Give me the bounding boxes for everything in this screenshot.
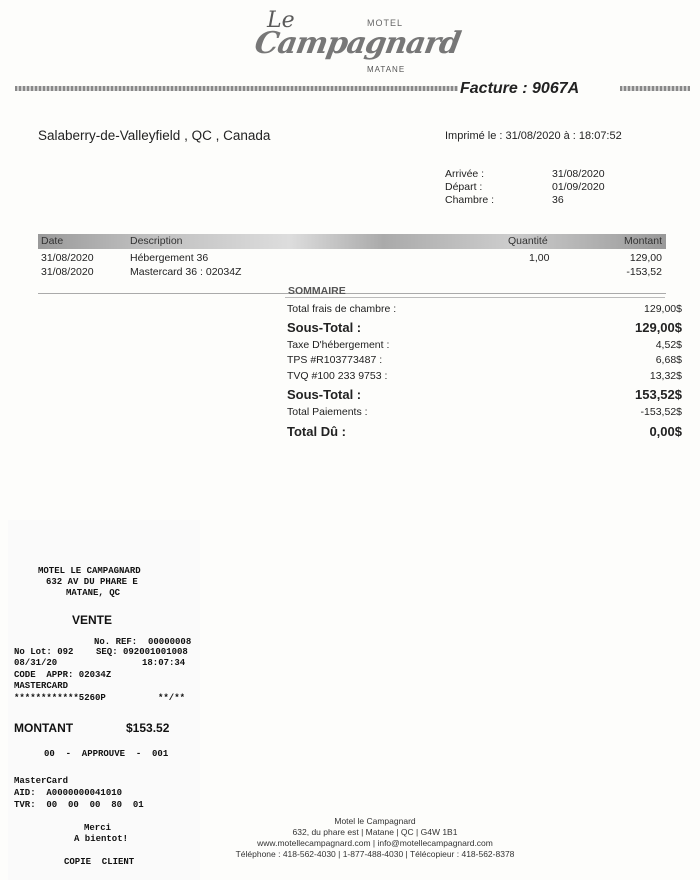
summary-row — [287, 424, 682, 441]
footer-name: Motel le Campagnard — [334, 816, 416, 826]
summary-label: Sous-Total : — [287, 387, 362, 402]
receipt-merchant: MOTEL LE CAMPAGNARD — [38, 566, 141, 576]
logo-name: Campagnard — [251, 26, 463, 61]
summary-row — [287, 370, 682, 384]
logo-city: MATANE — [367, 65, 406, 74]
summary-value: -153,52$ — [640, 406, 682, 418]
summary-row — [287, 303, 682, 317]
summary-label: Total Paiements : — [287, 406, 368, 418]
table-row — [38, 266, 666, 279]
summary-value: 129,00$ — [644, 303, 682, 315]
receipt-address: 632 AV DU PHARE E — [46, 577, 138, 587]
receipt-amount: $153.52 — [126, 721, 170, 735]
col-amount: Montant — [624, 235, 662, 247]
row-description: Mastercard 36 : 02034Z — [130, 266, 242, 278]
col-quantity: Quantité — [508, 235, 548, 247]
summary-label: Total Dû : — [287, 424, 346, 439]
col-description: Description — [130, 235, 183, 247]
summary-label: Total frais de chambre : — [287, 303, 397, 315]
footer-address: 632, du phare est | Matane | QC | G4W 1B1 — [292, 827, 458, 837]
col-date: Date — [41, 235, 64, 247]
summary-rule — [285, 297, 665, 298]
summary-row — [287, 406, 682, 420]
receipt-amount-label: MONTANT — [14, 721, 74, 735]
footer-web: www.motellecampagnard.com | info@motellecampagnard.com — [257, 838, 493, 848]
summary-value: 4,52$ — [655, 339, 682, 351]
motel-logo — [251, 8, 463, 74]
row-amount: -153,52 — [626, 266, 662, 278]
header-rule-left — [15, 86, 458, 91]
receipt-city: MATANE, QC — [66, 588, 121, 598]
receipt-approval: CODE APPR: 02034Z — [14, 670, 112, 680]
summary-value: 129,00$ — [635, 320, 682, 335]
receipt-goodbye: A bientot! — [74, 834, 129, 844]
summary-title: SOMMAIRE — [288, 285, 346, 297]
summary-value: 153,52$ — [635, 387, 682, 402]
table-header — [38, 234, 666, 249]
receipt-aid: AID: A0000000041010 — [14, 788, 123, 798]
footer-phone: Téléphone : 418-562-4030 | 1-877-488-4030 | Télécopieur : 418-562-8378 — [235, 849, 515, 859]
receipt-brand: MasterCard — [14, 776, 69, 786]
receipt-card-number: ************5260P — [14, 693, 106, 703]
departure-label: Départ : — [445, 181, 483, 193]
summary-label: Sous-Total : — [287, 320, 362, 335]
summary-label: TVQ #100 233 9753 : — [287, 370, 388, 382]
row-description: Hébergement 36 — [130, 252, 209, 264]
printed-date: Imprimé le : 31/08/2020 à : 18:07:52 — [445, 130, 622, 142]
receipt-sale: VENTE — [72, 613, 113, 627]
arrival-label: Arrivée : — [445, 168, 485, 180]
table-rule — [38, 293, 666, 294]
summary-value: 6,68$ — [655, 354, 682, 366]
row-quantity: 1,00 — [529, 252, 550, 264]
receipt-status: 00 - APPROUVE - 001 — [44, 749, 169, 759]
row-date: 31/08/2020 — [41, 266, 94, 278]
client-city: Salaberry-de-Valleyfield , QC , Canada — [38, 128, 271, 143]
summary-row — [287, 354, 682, 368]
header-rule-right — [620, 86, 690, 91]
receipt-tvr: TVR: 00 00 00 80 01 — [14, 800, 144, 810]
summary-label: TPS #R103773487 : — [287, 354, 383, 366]
summary-row — [287, 339, 682, 353]
row-amount: 129,00 — [629, 252, 662, 264]
row-date: 31/08/2020 — [41, 252, 94, 264]
summary-value: 13,32$ — [649, 370, 682, 382]
receipt-date: 08/31/20 — [14, 658, 58, 668]
summary-row — [287, 387, 682, 404]
table-row — [38, 252, 666, 265]
receipt-ref: No. REF: 00000008 — [94, 637, 192, 647]
room-value: 36 — [552, 194, 564, 206]
receipt-seq: SEQ: 092001001008 — [96, 647, 188, 657]
receipt-card: MASTERCARD — [14, 681, 69, 691]
summary-row — [287, 320, 682, 337]
logo-motel: MOTEL — [367, 18, 404, 28]
receipt-expiry: **/** — [158, 693, 186, 703]
receipt-time: 18:07:34 — [142, 658, 186, 668]
summary-value: 0,00$ — [649, 424, 682, 439]
payment-receipt — [8, 520, 200, 880]
arrival-value: 31/08/2020 — [552, 168, 605, 180]
receipt-lot: No Lot: 092 — [14, 647, 74, 657]
summary-label: Taxe D'hébergement : — [287, 339, 390, 351]
footer — [200, 816, 550, 860]
invoice-number: Facture : 9067A — [460, 80, 580, 97]
room-label: Chambre : — [445, 194, 495, 206]
departure-value: 01/09/2020 — [552, 181, 605, 193]
logo-le: Le — [267, 8, 295, 33]
receipt-thanks: Merci — [84, 823, 112, 833]
receipt-copy: COPIE CLIENT — [64, 857, 135, 867]
